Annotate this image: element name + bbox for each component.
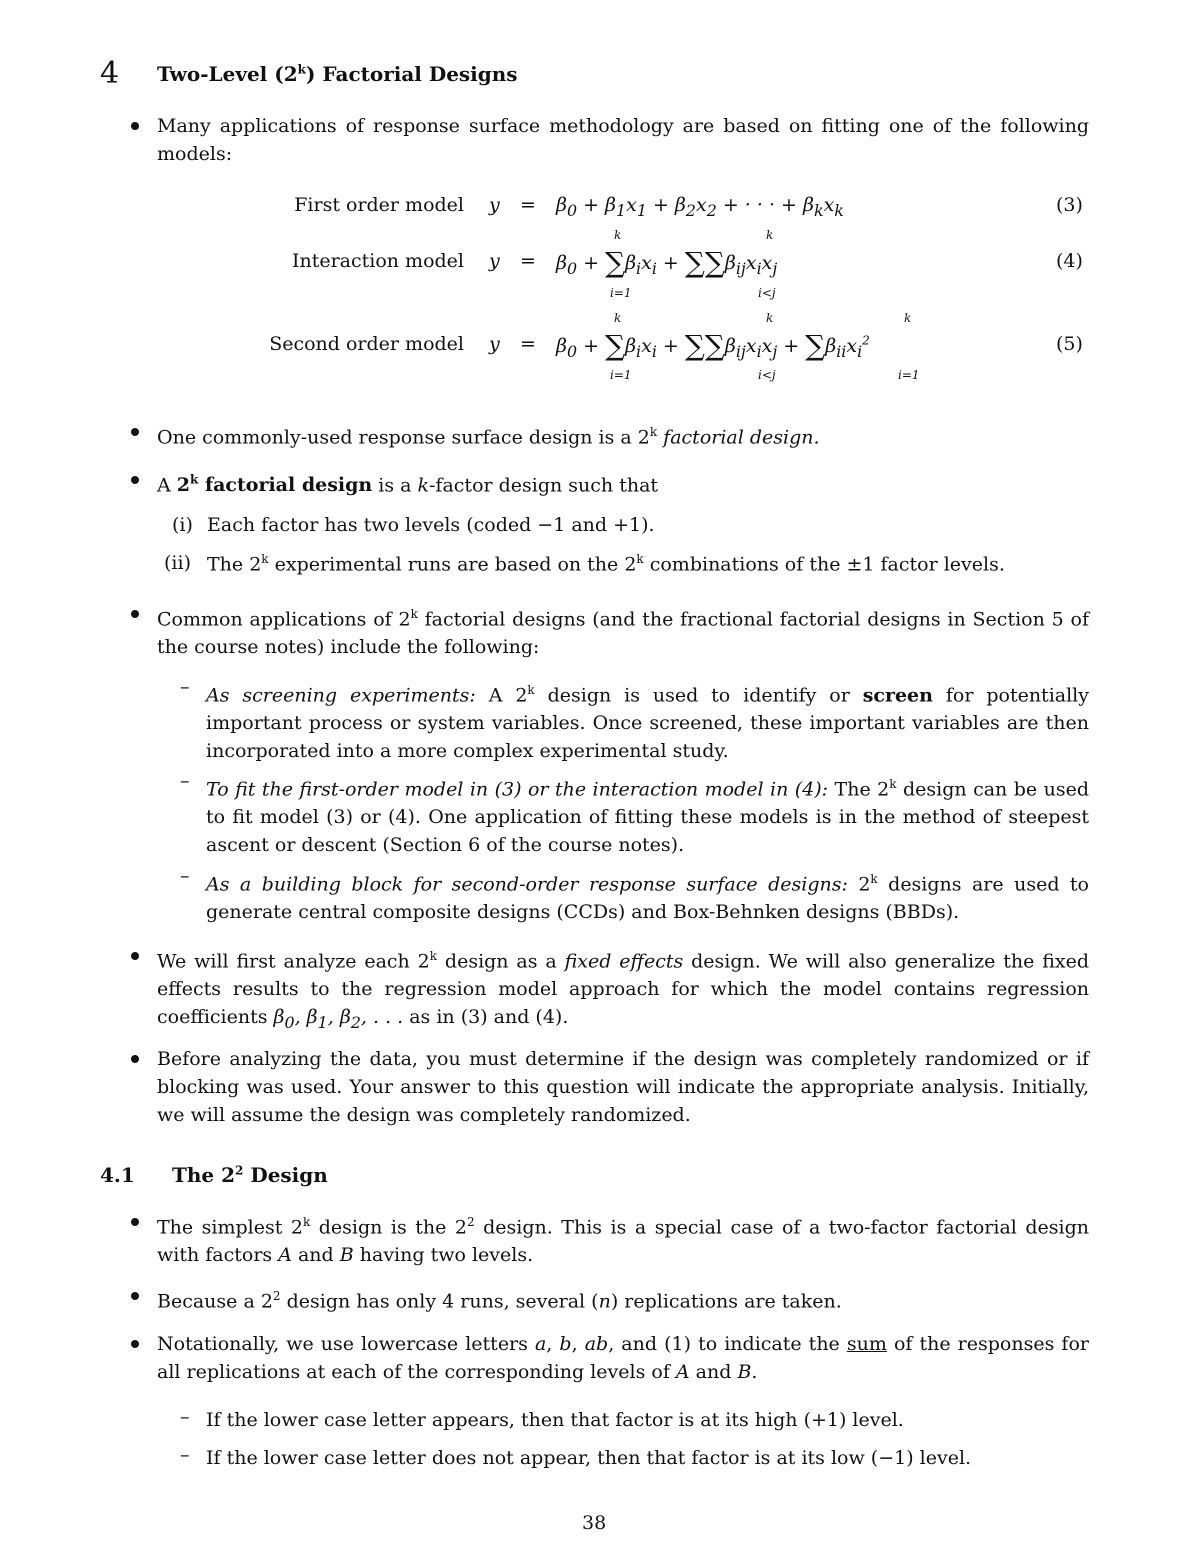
sum-lower-limit: i<j: [758, 286, 776, 300]
text: design is used to identify or: [534, 684, 863, 707]
text: design is the 2: [310, 1216, 467, 1239]
dash-marker: –: [180, 865, 190, 887]
equals-sign: =: [520, 333, 536, 355]
paragraph-definition: [157, 466, 1089, 499]
dash-item: [206, 676, 1089, 765]
italic-text: k: [417, 474, 430, 497]
equation-number: (5): [1056, 333, 1083, 355]
text: A 2: [475, 684, 528, 707]
text: and: [689, 1361, 738, 1383]
equals-sign: =: [520, 194, 536, 216]
sup: k: [889, 777, 897, 791]
italic-text: To fit the first-order model in (3) or the interaction model in (4):: [206, 778, 829, 801]
italic-text: b: [559, 1333, 572, 1355]
italic-text: B: [737, 1361, 752, 1383]
italic-text: ab: [584, 1333, 609, 1355]
equation-number: (3): [1056, 194, 1083, 216]
beta-coefficients: $\beta_0$, $\beta_1$, $\beta_2$, . . .: [273, 1006, 404, 1033]
text: The simplest 2: [157, 1216, 303, 1239]
section-title: [157, 62, 518, 86]
text: ) replications are taken.: [610, 1290, 842, 1313]
italic-text: n: [598, 1290, 611, 1313]
text: 2: [847, 873, 871, 896]
text: Because a 2: [157, 1290, 273, 1313]
text: design as a: [437, 950, 565, 973]
sup: k: [429, 949, 438, 963]
sum-lower-limit: i=1: [898, 368, 920, 382]
dash-marker: –: [180, 1444, 190, 1466]
dash-item: If the lower case letter appears, then that factor is at its high (+1) level.: [206, 1409, 904, 1431]
text: Design: [243, 1163, 328, 1187]
italic-text: As a building block for second-order response surface designs:: [206, 873, 848, 896]
sup: k: [261, 552, 269, 566]
bold-text: screen: [862, 684, 933, 707]
sup: k: [649, 425, 658, 439]
title-sup: k: [297, 62, 306, 77]
text: having two levels.: [353, 1244, 534, 1267]
bullet-marker: [131, 952, 139, 960]
bullet-marker: [131, 476, 139, 484]
text: One commonly-used response surface design is a 2: [157, 426, 650, 449]
dash-marker: –: [180, 1406, 190, 1428]
sum-lower-limit: i=1: [610, 368, 632, 382]
paragraph-replications: [157, 1282, 1089, 1315]
italic-text: fixed effects: [564, 950, 684, 973]
paragraph-applications: [157, 600, 1089, 661]
text: design has only 4 runs, several (: [280, 1290, 599, 1313]
bullet-marker: [131, 1055, 139, 1063]
sum-lower-limit: i<j: [758, 368, 776, 382]
text: experimental runs are based on the 2: [268, 553, 637, 576]
paragraph-fixed-effects: [157, 942, 1089, 1037]
paragraph-notation: [157, 1330, 1089, 1386]
intro-paragraph: Many applications of response surface methodology are based on fitting one of the following models:: [157, 115, 1089, 165]
sup: 2: [466, 1215, 475, 1229]
italic-text: B: [339, 1244, 354, 1267]
text: The 2: [172, 1163, 236, 1187]
text: We will first analyze each 2: [157, 950, 430, 973]
sum-upper-limit: k: [766, 228, 774, 242]
italic-text: a: [534, 1333, 547, 1355]
equals-sign: =: [520, 250, 536, 272]
dash-item: If the lower case letter does not appear, then that factor is at its low (−1) level.: [206, 1447, 972, 1469]
text: , and (1) to indicate the: [608, 1333, 847, 1355]
bullet-marker: [131, 122, 139, 130]
enum-item: [207, 552, 1005, 575]
enum-label: (ii): [164, 552, 191, 574]
paragraph-simplest-design: [157, 1208, 1089, 1269]
text: ,: [571, 1333, 585, 1355]
equation-rhs-first-order: $\beta_0 + \beta_1x_1 + \beta_2x_2$ + · · · + $\beta_kx_k$: [556, 194, 844, 220]
subsection-number: 4.1: [100, 1163, 135, 1187]
equation-rhs-interaction: $\beta_0 + \sum\beta_ix_i + \sum\sum\beta_{ij}x_ix_j$: [556, 246, 778, 279]
section-number: 4: [100, 56, 120, 91]
equation-lhs: y: [489, 194, 500, 216]
sup: k: [190, 473, 199, 487]
sup: k: [302, 1215, 311, 1229]
dash-item: [206, 865, 1089, 926]
bullet-marker: [131, 428, 139, 436]
bold-term: [177, 474, 372, 496]
text: -factor design such that: [429, 474, 659, 497]
text: design can be used to fit model (3) or (4). One application of fitting these models is in the method of steepest ascent or descent (Section 6 of the course notes).: [206, 778, 1089, 857]
sum-upper-limit: k: [614, 311, 622, 325]
underlined-text: sum: [846, 1333, 887, 1355]
italic-text: A: [675, 1361, 690, 1383]
sum-lower-limit: i=1: [610, 286, 632, 300]
sum-upper-limit: k: [766, 311, 774, 325]
sum-upper-limit: k: [614, 228, 622, 242]
equation-lhs: y: [489, 333, 500, 355]
bullet-marker: [131, 610, 139, 618]
text: for potentially important process or system variables. Once screened, these important variables are then incorporated into a more complex experimental study.: [206, 684, 1089, 763]
title-text: Two-Level (2: [157, 62, 298, 86]
dash-marker: –: [180, 770, 190, 792]
paragraph-factorial-design: [157, 418, 1089, 451]
equation-label-second-order: Second order model: [269, 333, 464, 355]
sup: k: [410, 607, 418, 621]
sup: k: [636, 552, 644, 566]
italic-text: factorial design.: [657, 426, 820, 449]
title-text-end: ) Factorial Designs: [305, 62, 518, 86]
equation-rhs-second-order: $\beta_0 + \sum\beta_ix_i + \sum\sum\beta_{ij}x_ix_j + \sum\beta_{ii}x_i^2$: [556, 329, 870, 362]
italic-text: A: [278, 1244, 292, 1267]
text: factorial designs (and the fractional factorial designs in Section 5 of the course notes) include the following:: [157, 608, 1089, 659]
enum-label: (i): [172, 514, 193, 536]
sup: k: [870, 872, 878, 886]
dash-marker: –: [180, 676, 190, 698]
sum-upper-limit: k: [904, 311, 912, 325]
subsection-title: [172, 1163, 328, 1187]
text: 2: [176, 474, 190, 497]
equation-number: (4): [1056, 250, 1083, 272]
equation-label-interaction: Interaction model: [291, 250, 464, 272]
text: design. This is a special case of a two-factor factorial design with factors: [157, 1216, 1089, 1267]
text: .: [751, 1361, 758, 1383]
sup: 2: [272, 1289, 281, 1303]
text: combinations of the ±1 factor levels.: [643, 553, 1005, 576]
text: as in (3) and (4).: [403, 1006, 569, 1029]
paragraph-randomization: Before analyzing the data, you must determine if the design was completely randomized or if blocking was used. Your answer to this question will indicate the appropriate analysis. Initially, we will assume the design was completely randomized.: [157, 1048, 1089, 1126]
text: factorial design: [198, 474, 373, 497]
text: Common applications of 2: [157, 608, 411, 631]
text: ,: [546, 1333, 560, 1355]
dash-item: [206, 770, 1089, 859]
text: design. We will also generalize the fixed effects results to the regression model approach for which the model contains regression coefficients: [157, 950, 1089, 1029]
text: of the responses for all replications at each of the corresponding levels of: [157, 1333, 1089, 1383]
equation-lhs: y: [489, 250, 500, 272]
italic-text: As screening experiments:: [206, 684, 476, 707]
sup: 2: [235, 1163, 244, 1178]
text: Notationally, we use lowercase letters: [157, 1333, 535, 1355]
sup: k: [527, 683, 535, 697]
bullet-marker: [131, 1340, 139, 1348]
page-number: 38: [582, 1512, 607, 1534]
text: is a: [372, 474, 418, 497]
bullet-marker: [131, 1292, 139, 1300]
text: and: [291, 1244, 340, 1267]
text: The 2: [828, 778, 890, 801]
text: designs are used to generate central composite designs (CCDs) and Box-Behnken designs (BBDs).: [206, 873, 1089, 924]
text: The 2: [207, 553, 262, 576]
bullet-marker: [131, 1218, 139, 1226]
equation-label-first-order: First order model: [294, 194, 464, 216]
enum-item: Each factor has two levels (coded −1 and +1).: [207, 514, 655, 536]
text: A: [157, 474, 177, 497]
